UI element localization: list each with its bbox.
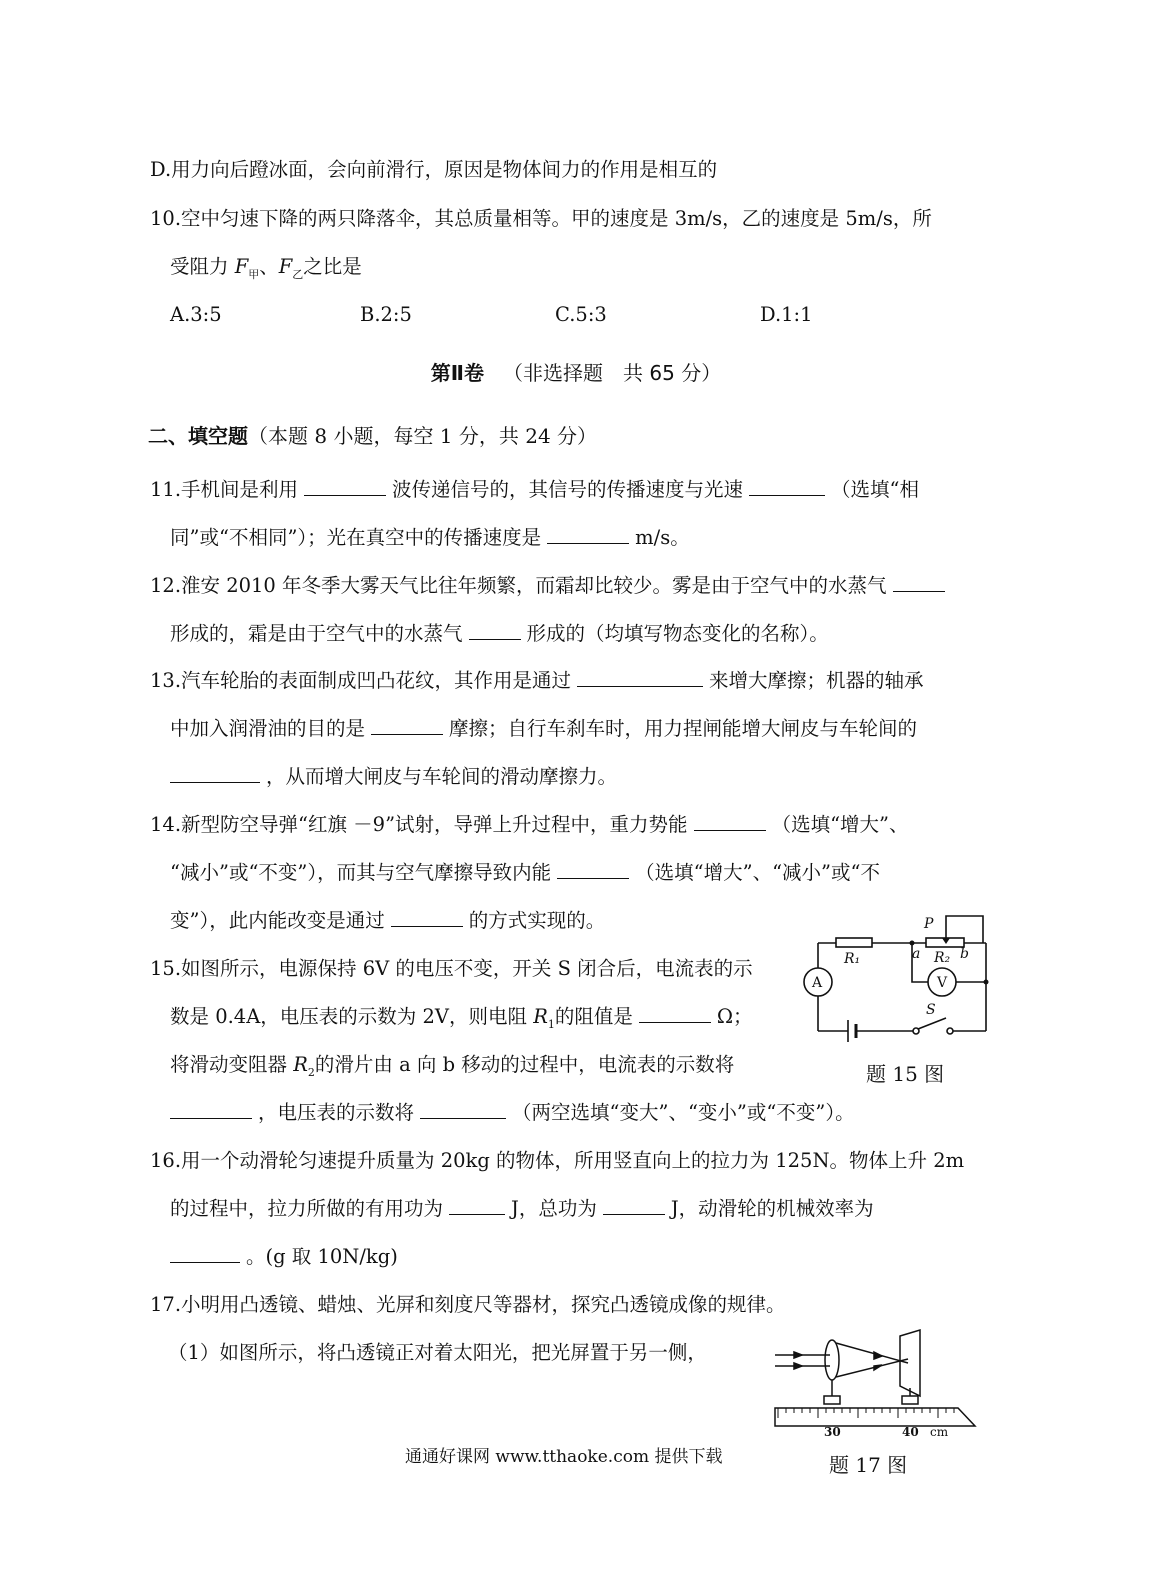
q17-line1: 17.小明用凸透镜、蜡烛、光屏和刻度尺等器材，探究凸透镜成像的规律。: [150, 1293, 786, 1316]
q16-line2: 的过程中，拉力所做的有用功为 J，总功为 J，动滑轮的机械效率为: [170, 1197, 874, 1220]
q15-blank-3: [420, 1100, 506, 1119]
q16-line3: 。(g 取 10N/kg): [170, 1243, 398, 1271]
q11-blank-2: [749, 477, 825, 496]
q16-blank-2: [603, 1196, 665, 1215]
q17-lens-apparatus-diagram: [770, 1318, 980, 1438]
q14-blank-3: [391, 908, 463, 927]
q16-line1: 16.用一个动滑轮匀速提升质量为 20kg 的物体，所用竖直向上的拉力为 125N。物体上升 2m: [150, 1149, 965, 1172]
ruler-label-unit: cm: [930, 1425, 949, 1438]
convex-lens: [825, 1340, 839, 1380]
label-switch: S: [926, 1002, 936, 1018]
q16-blank-1: [449, 1196, 505, 1215]
q16-blank-3: [170, 1244, 240, 1263]
q12-blank-2: [469, 621, 521, 640]
q14-line3: 变”），此内能改变是通过 的方式实现的。: [170, 909, 606, 932]
q10-line2: 受阻力 $F_甲$、$F_乙$之比是: [170, 255, 362, 281]
label-b: b: [960, 946, 969, 962]
q15-line3: 将滑动变阻器 $R_2$的滑片由 a 向 b 移动的过程中，电流表的示数将: [170, 1053, 735, 1079]
ruler-label-30: 30: [824, 1425, 841, 1438]
q12-line2: 形成的，霜是由于空气中的水蒸气 形成的（均填写物态变化的名称）。: [170, 622, 829, 645]
ruler-label-40: 40: [902, 1425, 919, 1438]
q10-option-c: C.5:3: [555, 303, 607, 326]
q13-blank-2: [371, 716, 443, 735]
q15-line4: ，电压表的示数将 （两空选填“变大”、“变小”或“不变”）。: [170, 1099, 855, 1127]
q17-line2: （1）如图所示，将凸透镜正对着太阳光，把光屏置于另一侧，: [168, 1341, 707, 1364]
q11-line2: 同”或“不相同”）；光在真空中的传播速度是 m/s。: [170, 526, 690, 549]
q10-option-a: A.3:5: [170, 303, 222, 326]
label-p: P: [924, 916, 934, 932]
q11-line1: 11.手机间是利用 波传递信号的，其信号的传播速度与光速 （选填“相: [150, 478, 920, 501]
q15-blank-1: [639, 1004, 711, 1023]
resistor-r1: [836, 938, 872, 947]
q17-figure-caption: 题 17 图: [829, 1453, 908, 1477]
q13-blank-3: [170, 764, 260, 783]
q15-figure-caption: 题 15 图: [866, 1062, 945, 1086]
q10-line1: 10.空中匀速下降的两只降落伞，其总质量相等。甲的速度是 3m/s，乙的速度是 5m/s，所: [150, 207, 932, 230]
q9-option-d: D.用力向后蹬冰面，会向前滑行，原因是物体间力的作用是相互的: [150, 158, 718, 181]
q15-line1: 15.如图所示，电源保持 6V 的电压不变，开关 S 闭合后，电流表的示: [150, 957, 753, 980]
q13-blank-1: [577, 668, 703, 687]
label-r1: R₁: [844, 951, 861, 967]
q15-line2: 数是 0.4A，电压表的示数为 2V，则电阻 $R_1$的阻值是 Ω；: [170, 1005, 753, 1031]
label-ammeter: A: [812, 975, 823, 991]
q11-blank-1: [304, 477, 386, 496]
q12-line1: 12.淮安 2010 年冬季大雾天气比往年频繁，而霜却比较少。雾是由于空气中的水蒸气: [150, 572, 951, 600]
q15-circuit-diagram: [798, 910, 998, 1045]
q14-line2: “减小”或“不变”），而其与空气摩擦导致内能 （选填“增大”、“减小”或“不: [170, 861, 880, 884]
q12-blank-1: [893, 573, 945, 592]
q14-blank-1: [694, 812, 766, 831]
q15-blank-2: [170, 1100, 252, 1119]
label-a: a: [912, 946, 921, 962]
q13-line2: 中加入润滑油的目的是 摩擦；自行车刹车时，用力捏闸能增大闸皮与车轮间的: [170, 717, 918, 740]
light-screen: [900, 1330, 920, 1396]
q10-option-d: D.1:1: [760, 303, 813, 326]
q10-option-b: B.2:5: [360, 303, 412, 326]
section2-heading: 第Ⅱ卷 （非选择题 共 65 分）: [430, 361, 722, 385]
q14-blank-2: [557, 860, 629, 879]
part2-heading: 二、填空题（本题 8 小题，每空 1 分，共 24 分）: [148, 424, 598, 448]
label-voltmeter: V: [937, 975, 948, 991]
label-r2: R₂: [934, 950, 951, 966]
q14-line1: 14.新型防空导弹“红旗 －9”试射，导弹上升过程中，重力势能 （选填“增大”、: [150, 813, 909, 836]
page-footer: 通通好课网 www.tthaoke.com 提供下载: [405, 1447, 723, 1467]
q13-line3: ，从而增大闸皮与车轮间的滑动摩擦力。: [170, 763, 617, 791]
ruler: [775, 1408, 975, 1426]
q11-blank-3: [547, 525, 629, 544]
q13-line1: 13.汽车轮胎的表面制成凹凸花纹，其作用是通过 来增大摩擦；机器的轴承: [150, 669, 924, 692]
